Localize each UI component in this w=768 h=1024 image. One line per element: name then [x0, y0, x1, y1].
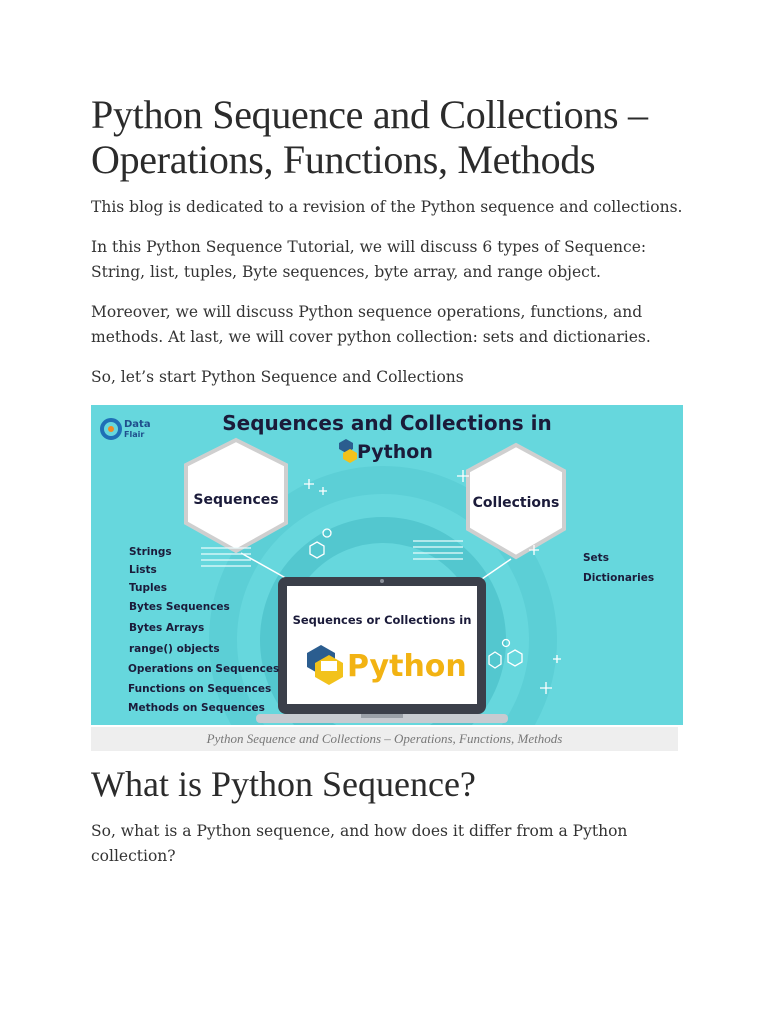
laptop-python-wordmark: Python — [347, 649, 467, 684]
left-list-item: Operations on Sequences — [128, 663, 280, 675]
collections-hex-label: Collections — [472, 495, 560, 511]
sequence-types-paragraph: In this Python Sequence Tutorial, we will discuss 6 types of Sequence: String, list, tuples, Byte sequences, byte array, and range object. — [91, 238, 647, 281]
operations-paragraph: Moreover, we will discuss Python sequence operations, functions, and methods. At last, we will cover python collection: sets and dictionaries. — [91, 303, 651, 346]
laptop-screen-title: Sequences or Collections in — [292, 613, 472, 627]
figure-heading: Sequences and Collections in — [222, 411, 552, 435]
sequences-hex-label: Sequences — [193, 492, 279, 508]
left-list-item: range() objects — [129, 643, 220, 655]
figure-caption: Python Sequence and Collections – Operations, Functions, Methods — [91, 727, 678, 751]
hero-illustration — [91, 405, 683, 725]
left-list-item: Methods on Sequences — [128, 702, 265, 714]
logo-text-1: Data — [124, 419, 151, 430]
right-list-item: Sets — [583, 552, 609, 564]
logo-text-2: Flair — [124, 430, 145, 439]
left-list-item: Strings — [129, 546, 172, 558]
start-paragraph: So, let’s start Python Sequence and Collections — [91, 368, 464, 386]
article-title: Python Sequence and Collections – Operations, Functions, Methods — [91, 92, 648, 182]
left-list-item: Functions on Sequences — [128, 683, 272, 695]
left-list-item: Bytes Arrays — [129, 622, 205, 634]
left-list-item: Tuples — [129, 582, 167, 594]
hero-figure — [91, 405, 683, 725]
figure-heading-python: Python — [357, 441, 433, 463]
article — [91, 92, 684, 390]
intro-paragraph: This blog is dedicated to a revision of the Python sequence and collections. — [91, 198, 683, 216]
section-paragraph: So, what is a Python sequence, and how does it differ from a Python collection? — [91, 822, 628, 865]
dataflair-logo — [102, 419, 151, 439]
section-heading: What is Python Sequence? — [91, 764, 476, 804]
python-heading-icon — [339, 439, 357, 463]
left-list-item: Lists — [129, 564, 157, 576]
left-list-item: Bytes Sequences — [129, 601, 230, 613]
right-list-item: Dictionaries — [583, 572, 655, 584]
